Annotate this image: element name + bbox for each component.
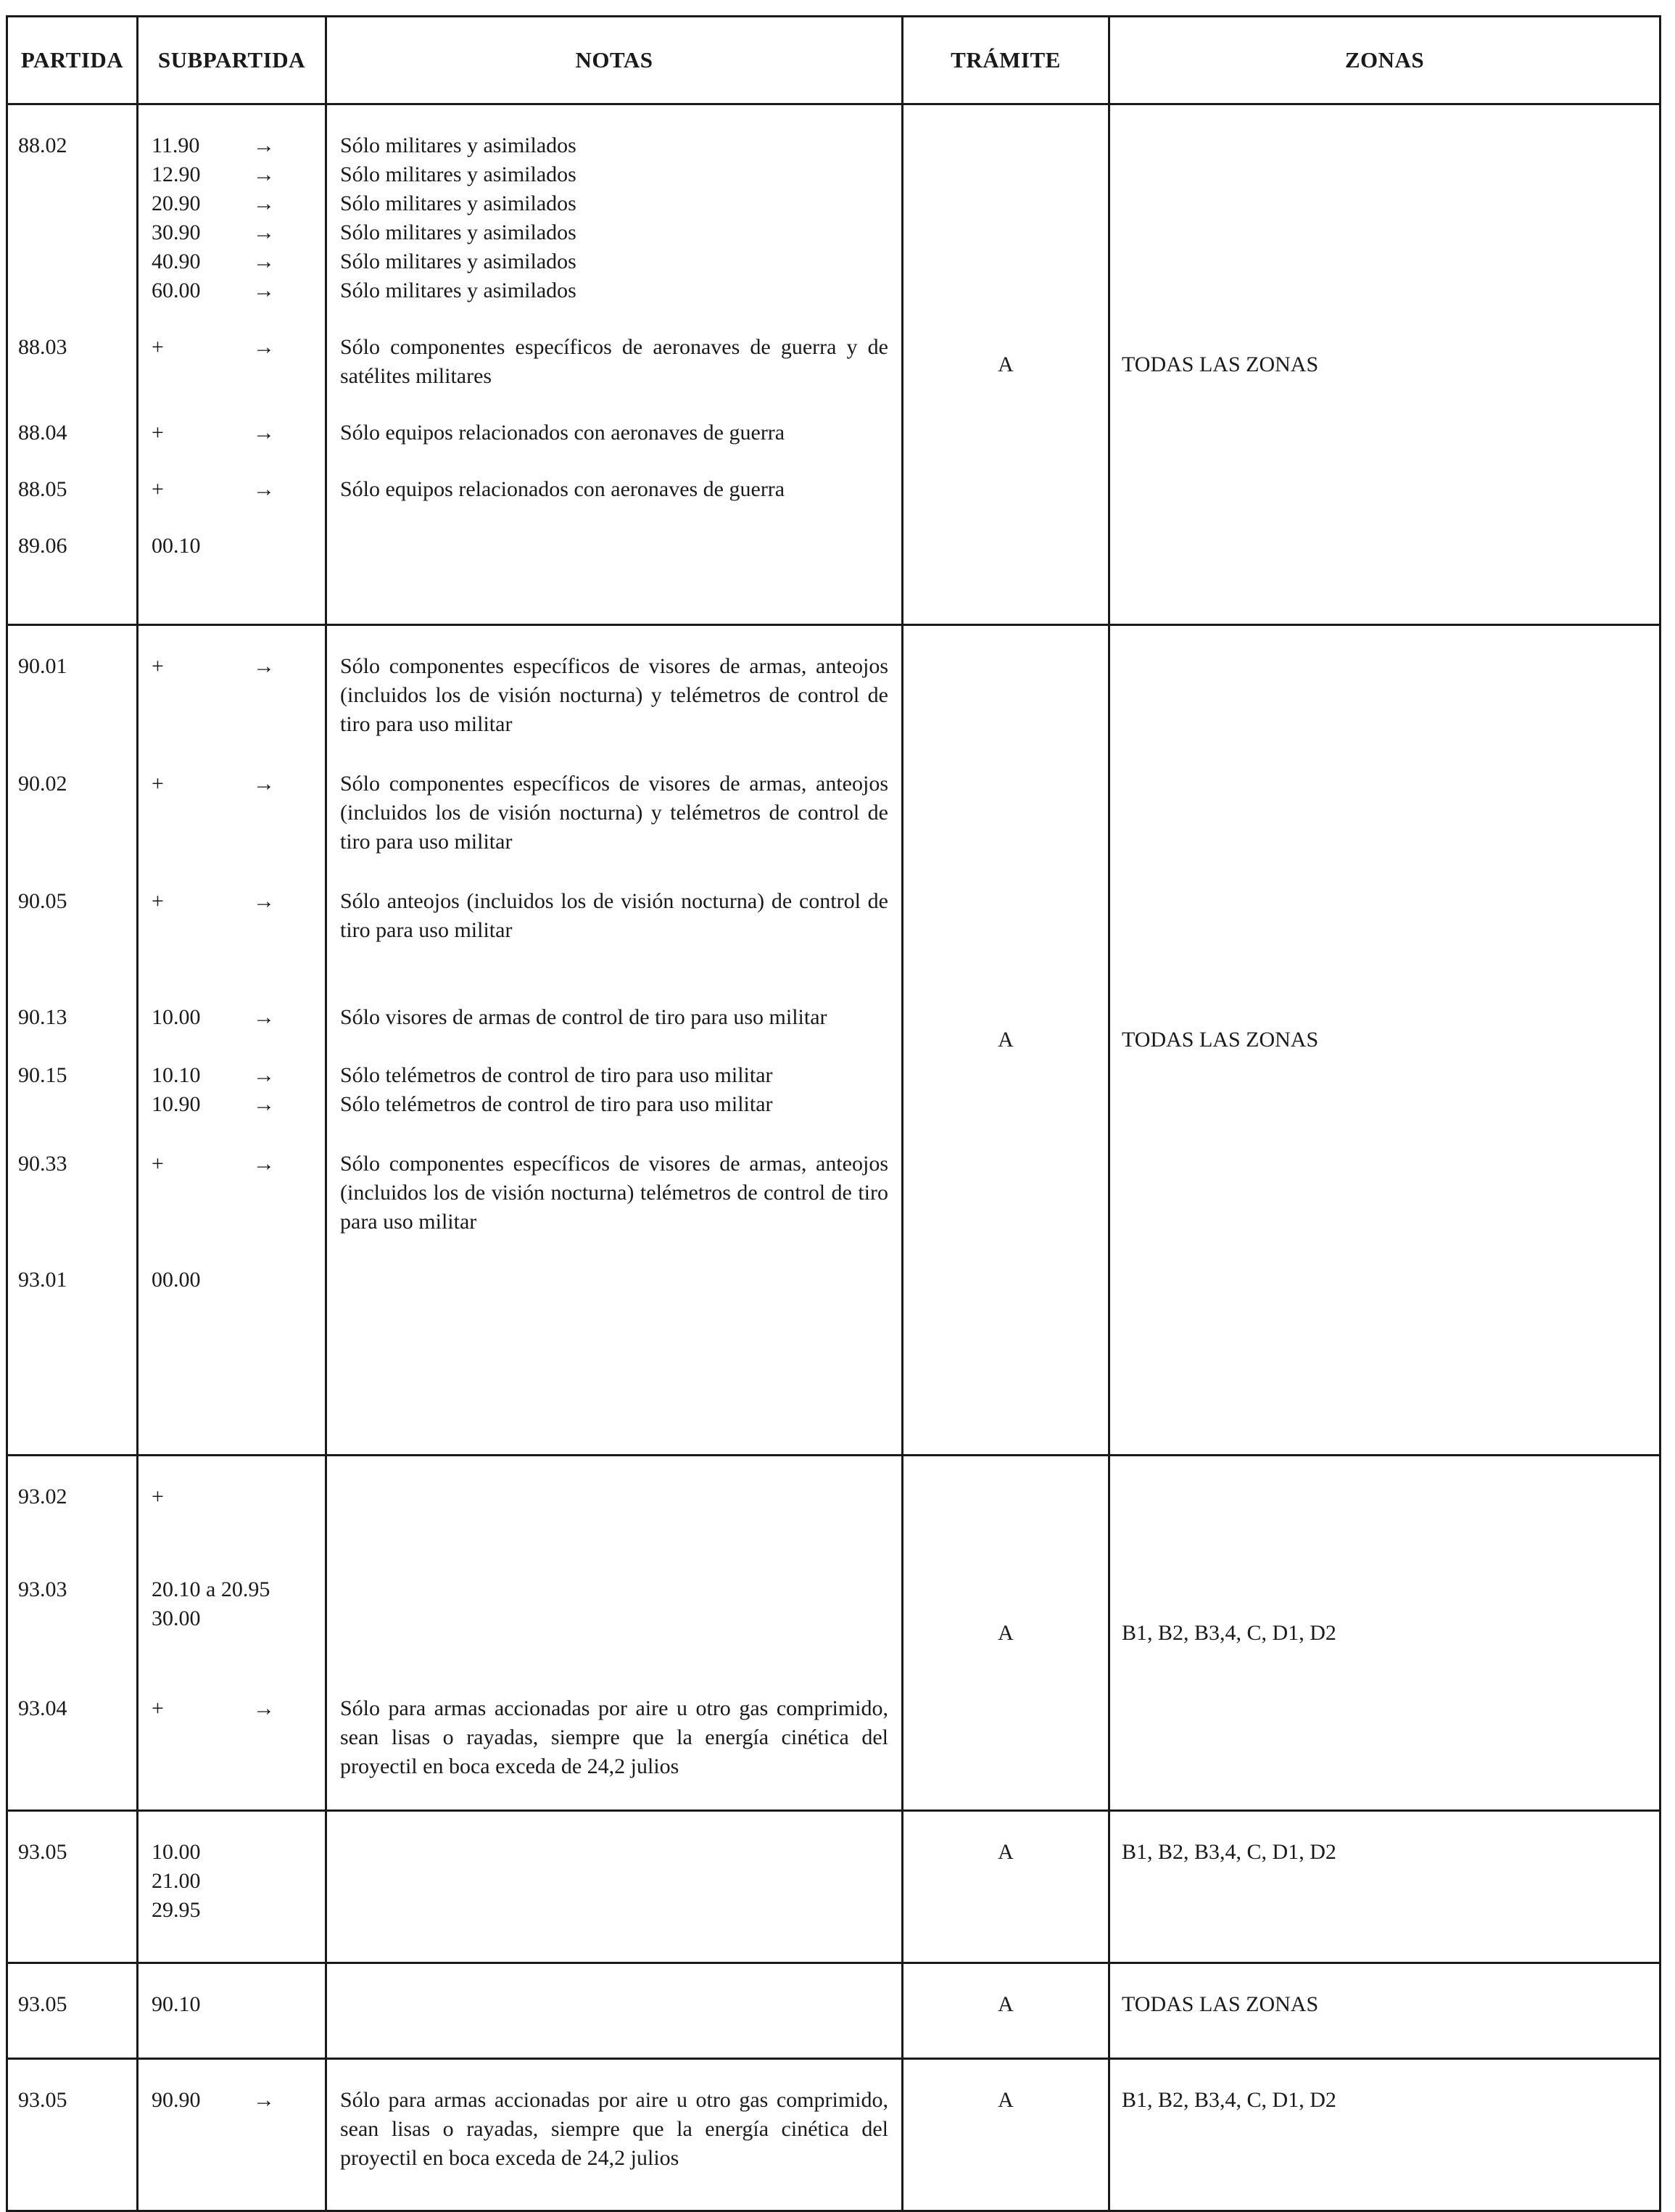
subpartida-code: 12.90 bbox=[152, 162, 201, 186]
header-subpartida: SUBPARTIDA bbox=[138, 17, 326, 104]
subpartida-line bbox=[152, 1482, 325, 1511]
nota-text: Sólo componentes específicos de visores de armas, anteojos (incluidos los de visión nocturna) y telémetros de control de tiro para uso militar bbox=[340, 772, 888, 854]
header-partida: PARTIDA bbox=[7, 17, 138, 104]
notas-cell bbox=[326, 1456, 903, 1811]
notas-item bbox=[340, 1150, 888, 1237]
subpartida-item bbox=[152, 418, 325, 447]
partida-code: 90.13 bbox=[18, 1005, 67, 1029]
subpartida-line bbox=[152, 218, 325, 247]
nota-text: Sólo componentes específicos de aeronaves de guerra y de satélites militares bbox=[340, 335, 888, 388]
subpartida-item bbox=[152, 131, 325, 305]
header-zonas: ZONAS bbox=[1109, 17, 1660, 104]
nota-text: Sólo militares y asimilados bbox=[340, 191, 576, 215]
subpartida-item bbox=[152, 1990, 325, 2019]
partida-item bbox=[18, 131, 136, 305]
subpartida-item bbox=[152, 887, 325, 945]
notas-item bbox=[340, 887, 888, 945]
notas-item bbox=[340, 475, 888, 504]
arrow-right-icon: → bbox=[253, 421, 275, 445]
subpartida-code: + bbox=[152, 1696, 164, 1720]
arrow-right-icon: → bbox=[253, 1063, 275, 1087]
table-row bbox=[7, 2059, 1660, 2211]
arrow-right-icon: → bbox=[253, 772, 275, 796]
tramite-value: A bbox=[998, 1028, 1014, 1052]
subpartida-item bbox=[152, 652, 325, 739]
notas-cell bbox=[326, 2059, 903, 2211]
subpartida-code: 90.90 bbox=[152, 2088, 201, 2112]
partida-code: 93.05 bbox=[18, 1840, 67, 1864]
subpartida-item bbox=[152, 1150, 325, 1237]
arrow-right-icon: → bbox=[253, 654, 275, 678]
subpartida-line bbox=[152, 247, 325, 276]
subpartida-item bbox=[152, 1838, 325, 1925]
arrow-right-icon: → bbox=[253, 1005, 275, 1029]
partida-item bbox=[18, 1838, 136, 1925]
zonas-cell bbox=[1109, 1811, 1660, 1963]
subpartida-line bbox=[152, 1838, 325, 1867]
notas-item bbox=[340, 418, 888, 447]
subpartida-line bbox=[152, 769, 325, 798]
subpartida-code: 00.10 bbox=[152, 534, 201, 558]
subpartida-code: 30.00 bbox=[152, 1606, 201, 1630]
header-tramite: TRÁMITE bbox=[903, 17, 1109, 104]
subpartida-code: 90.10 bbox=[152, 1992, 201, 2016]
table-body bbox=[7, 104, 1660, 2211]
notas-cell bbox=[326, 1811, 903, 1963]
partida-item bbox=[18, 1266, 136, 1295]
table-row bbox=[7, 625, 1660, 1456]
partida-code: 90.05 bbox=[18, 889, 67, 913]
subpartida-code: + bbox=[152, 654, 164, 678]
subpartida-line bbox=[152, 418, 325, 447]
nota-text: Sólo para armas accionadas por aire u otro gas comprimido, sean lisas o rayadas, siempre que la energía cinética del proyectil en boca exceda de 24,2 julios bbox=[340, 1696, 888, 1778]
subpartida-cell bbox=[138, 1811, 326, 1963]
subpartida-code: 10.00 bbox=[152, 1005, 201, 1029]
subpartida-item bbox=[152, 1003, 325, 1032]
header-row bbox=[7, 17, 1660, 104]
partida-cell bbox=[7, 1963, 138, 2059]
table-row bbox=[7, 1963, 1660, 2059]
table-row bbox=[7, 104, 1660, 625]
notas-item bbox=[340, 333, 888, 391]
nota-text: Sólo componentes específicos de visores de armas, anteojos (incluidos los de visión nocturna) telémetros de control de tiro para uso militar bbox=[340, 1152, 888, 1234]
notas-item bbox=[340, 1575, 888, 1633]
subpartida-cell bbox=[138, 2059, 326, 2211]
zonas-value: B1, B2, B3,4, C, D1, D2 bbox=[1122, 1840, 1336, 1864]
subpartida-line bbox=[152, 1694, 325, 1723]
partida-code: 93.03 bbox=[18, 1577, 67, 1601]
partida-item bbox=[18, 1575, 136, 1633]
arrow-right-icon: → bbox=[253, 2088, 275, 2112]
partida-code: 93.05 bbox=[18, 2088, 67, 2112]
subpartida-line bbox=[152, 1575, 325, 1604]
subpartida-line bbox=[152, 160, 325, 189]
notas-item bbox=[340, 532, 888, 561]
subpartida-cell bbox=[138, 1963, 326, 2059]
nota-text: Sólo militares y asimilados bbox=[340, 162, 576, 186]
partida-item bbox=[18, 2086, 136, 2173]
tramite-cell bbox=[903, 104, 1109, 625]
partida-item bbox=[18, 1990, 136, 2019]
subpartida-line bbox=[152, 532, 325, 561]
partida-item bbox=[18, 333, 136, 391]
tramite-value: A bbox=[998, 352, 1014, 376]
subpartida-code: 40.90 bbox=[152, 249, 201, 273]
subpartida-line bbox=[152, 1604, 325, 1633]
nota-text: Sólo para armas accionadas por aire u otro gas comprimido, sean lisas o rayadas, siempre que la energía cinética del proyectil en boca exceda de 24,2 julios bbox=[340, 2088, 888, 2170]
tramite-value: A bbox=[998, 1840, 1014, 1864]
nota-text: Sólo equipos relacionados con aeronaves de guerra bbox=[340, 477, 785, 501]
zonas-cell bbox=[1109, 104, 1660, 625]
subpartida-line bbox=[152, 189, 325, 218]
tramite-cell bbox=[903, 625, 1109, 1456]
subpartida-code: 10.10 bbox=[152, 1063, 201, 1087]
subpartida-code: + bbox=[152, 889, 164, 913]
subpartida-item bbox=[152, 1266, 325, 1295]
partida-item bbox=[18, 1003, 136, 1032]
partida-code: 90.02 bbox=[18, 772, 67, 796]
subpartida-code: 11.90 bbox=[152, 133, 200, 157]
subpartida-code: 10.00 bbox=[152, 1840, 201, 1864]
nota-text: Sólo componentes específicos de visores de armas, anteojos (incluidos los de visión nocturna) y telémetros de control de tiro para uso militar bbox=[340, 654, 888, 736]
arrow-right-icon: → bbox=[253, 1092, 275, 1116]
notas-item bbox=[340, 1990, 888, 2019]
arrow-right-icon: → bbox=[253, 1152, 275, 1176]
customs-table bbox=[6, 15, 1661, 2212]
subpartida-item bbox=[152, 1694, 325, 1781]
notas-item bbox=[340, 1061, 888, 1119]
nota-text: Sólo militares y asimilados bbox=[340, 133, 576, 157]
nota-text: Sólo militares y asimilados bbox=[340, 249, 576, 273]
notas-cell bbox=[326, 625, 903, 1456]
subpartida-line bbox=[152, 1003, 325, 1032]
tramite-value: A bbox=[998, 1620, 1014, 1645]
partida-code: 93.01 bbox=[18, 1268, 67, 1292]
nota-text: Sólo militares y asimilados bbox=[340, 278, 576, 302]
subpartida-item bbox=[152, 1061, 325, 1119]
subpartida-cell bbox=[138, 625, 326, 1456]
zonas-value: TODAS LAS ZONAS bbox=[1122, 1028, 1319, 1052]
nota-text: Sólo equipos relacionados con aeronaves de guerra bbox=[340, 421, 785, 445]
partida-item bbox=[18, 475, 136, 504]
tramite-value: A bbox=[998, 2088, 1014, 2112]
partida-item bbox=[18, 418, 136, 447]
table-row bbox=[7, 1811, 1660, 1963]
subpartida-line bbox=[152, 1266, 325, 1295]
subpartida-code: 20.90 bbox=[152, 191, 201, 215]
partida-cell bbox=[7, 2059, 138, 2211]
subpartida-line bbox=[152, 652, 325, 681]
partida-code: 88.02 bbox=[18, 133, 67, 157]
arrow-right-icon: → bbox=[253, 133, 275, 157]
subpartida-code: 29.95 bbox=[152, 1898, 201, 1922]
partida-code: 93.05 bbox=[18, 1992, 67, 2016]
subpartida-code: + bbox=[152, 1152, 164, 1176]
tramite-value: A bbox=[998, 1992, 1014, 2016]
tramite-cell bbox=[903, 1963, 1109, 2059]
subpartida-code: 60.00 bbox=[152, 278, 201, 302]
zonas-value: TODAS LAS ZONAS bbox=[1122, 1992, 1319, 2016]
notas-item bbox=[340, 1266, 888, 1295]
subpartida-item bbox=[152, 2086, 325, 2173]
partida-code: 88.05 bbox=[18, 477, 67, 501]
zonas-cell bbox=[1109, 625, 1660, 1456]
tramite-cell bbox=[903, 2059, 1109, 2211]
subpartida-code: + bbox=[152, 335, 164, 359]
notas-item bbox=[340, 131, 888, 305]
subpartida-code: + bbox=[152, 421, 164, 445]
partida-item bbox=[18, 1482, 136, 1511]
table-header bbox=[7, 17, 1660, 104]
subpartida-line bbox=[152, 1090, 325, 1119]
arrow-right-icon: → bbox=[253, 278, 275, 302]
subpartida-item bbox=[152, 333, 325, 391]
subpartida-item bbox=[152, 532, 325, 561]
nota-text: Sólo telémetros de control de tiro para uso militar bbox=[340, 1063, 773, 1087]
partida-cell bbox=[7, 1811, 138, 1963]
subpartida-code: 21.00 bbox=[152, 1869, 201, 1893]
zonas-value: B1, B2, B3,4, C, D1, D2 bbox=[1122, 2088, 1336, 2112]
subpartida-item bbox=[152, 769, 325, 857]
subpartida-line bbox=[152, 1990, 325, 2019]
arrow-right-icon: → bbox=[253, 477, 275, 501]
partida-cell bbox=[7, 1456, 138, 1811]
zonas-cell bbox=[1109, 2059, 1660, 2211]
tramite-cell bbox=[903, 1456, 1109, 1811]
notas-item bbox=[340, 769, 888, 857]
notas-item bbox=[340, 652, 888, 739]
zonas-value: B1, B2, B3,4, C, D1, D2 bbox=[1122, 1620, 1336, 1645]
arrow-right-icon: → bbox=[253, 335, 275, 359]
partida-item bbox=[18, 532, 136, 561]
header-notas: NOTAS bbox=[326, 17, 903, 104]
nota-text: Sólo anteojos (incluidos los de visión nocturna) de control de tiro para uso militar bbox=[340, 889, 888, 942]
arrow-right-icon: → bbox=[253, 162, 275, 186]
subpartida-line bbox=[152, 1896, 325, 1925]
notas-item bbox=[340, 1482, 888, 1511]
subpartida-line bbox=[152, 1150, 325, 1179]
arrow-right-icon: → bbox=[253, 249, 275, 273]
subpartida-code: 10.90 bbox=[152, 1092, 201, 1116]
nota-text: Sólo militares y asimilados bbox=[340, 220, 576, 244]
partida-code: 88.03 bbox=[18, 335, 67, 359]
subpartida-item bbox=[152, 1575, 325, 1633]
notas-item bbox=[340, 1838, 888, 1925]
notas-cell bbox=[326, 104, 903, 625]
partida-item bbox=[18, 652, 136, 739]
subpartida-line bbox=[152, 887, 325, 916]
subpartida-line bbox=[152, 276, 325, 305]
subpartida-line bbox=[152, 2086, 325, 2115]
nota-text: Sólo telémetros de control de tiro para uso militar bbox=[340, 1092, 773, 1116]
partida-cell bbox=[7, 104, 138, 625]
partida-code: 93.04 bbox=[18, 1696, 67, 1720]
partida-code: 90.33 bbox=[18, 1152, 67, 1176]
subpartida-item bbox=[152, 475, 325, 504]
subpartida-line bbox=[152, 333, 325, 362]
partida-code: 88.04 bbox=[18, 421, 67, 445]
tramite-cell bbox=[903, 1811, 1109, 1963]
nota-text: Sólo visores de armas de control de tiro para uso militar bbox=[340, 1005, 827, 1029]
partida-cell bbox=[7, 625, 138, 1456]
subpartida-line bbox=[152, 475, 325, 504]
subpartida-item bbox=[152, 1482, 325, 1511]
partida-code: 93.02 bbox=[18, 1485, 67, 1509]
subpartida-code: + bbox=[152, 772, 164, 796]
arrow-right-icon: → bbox=[253, 889, 275, 913]
partida-code: 90.15 bbox=[18, 1063, 67, 1087]
partida-code: 89.06 bbox=[18, 534, 67, 558]
partida-item bbox=[18, 769, 136, 857]
partida-code: 90.01 bbox=[18, 654, 67, 678]
subpartida-cell bbox=[138, 1456, 326, 1811]
subpartida-code: + bbox=[152, 1485, 164, 1509]
partida-item bbox=[18, 1694, 136, 1781]
partida-item bbox=[18, 1150, 136, 1237]
partida-item bbox=[18, 1061, 136, 1119]
notas-item bbox=[340, 1003, 888, 1032]
arrow-right-icon: → bbox=[253, 220, 275, 244]
subpartida-line bbox=[152, 1061, 325, 1090]
subpartida-code: 20.10 a 20.95 bbox=[152, 1577, 270, 1601]
zonas-cell bbox=[1109, 1963, 1660, 2059]
notas-cell bbox=[326, 1963, 903, 2059]
subpartida-line bbox=[152, 131, 325, 160]
subpartida-line bbox=[152, 1867, 325, 1896]
notas-item bbox=[340, 2086, 888, 2173]
partida-item bbox=[18, 887, 136, 945]
arrow-right-icon: → bbox=[253, 191, 275, 215]
subpartida-code: + bbox=[152, 477, 164, 501]
subpartida-code: 00.00 bbox=[152, 1268, 201, 1292]
subpartida-code: 30.90 bbox=[152, 220, 201, 244]
zonas-value: TODAS LAS ZONAS bbox=[1122, 352, 1319, 376]
zonas-cell bbox=[1109, 1456, 1660, 1811]
notas-item bbox=[340, 1694, 888, 1781]
arrow-right-icon: → bbox=[253, 1696, 275, 1720]
table-row bbox=[7, 1456, 1660, 1811]
subpartida-cell bbox=[138, 104, 326, 625]
